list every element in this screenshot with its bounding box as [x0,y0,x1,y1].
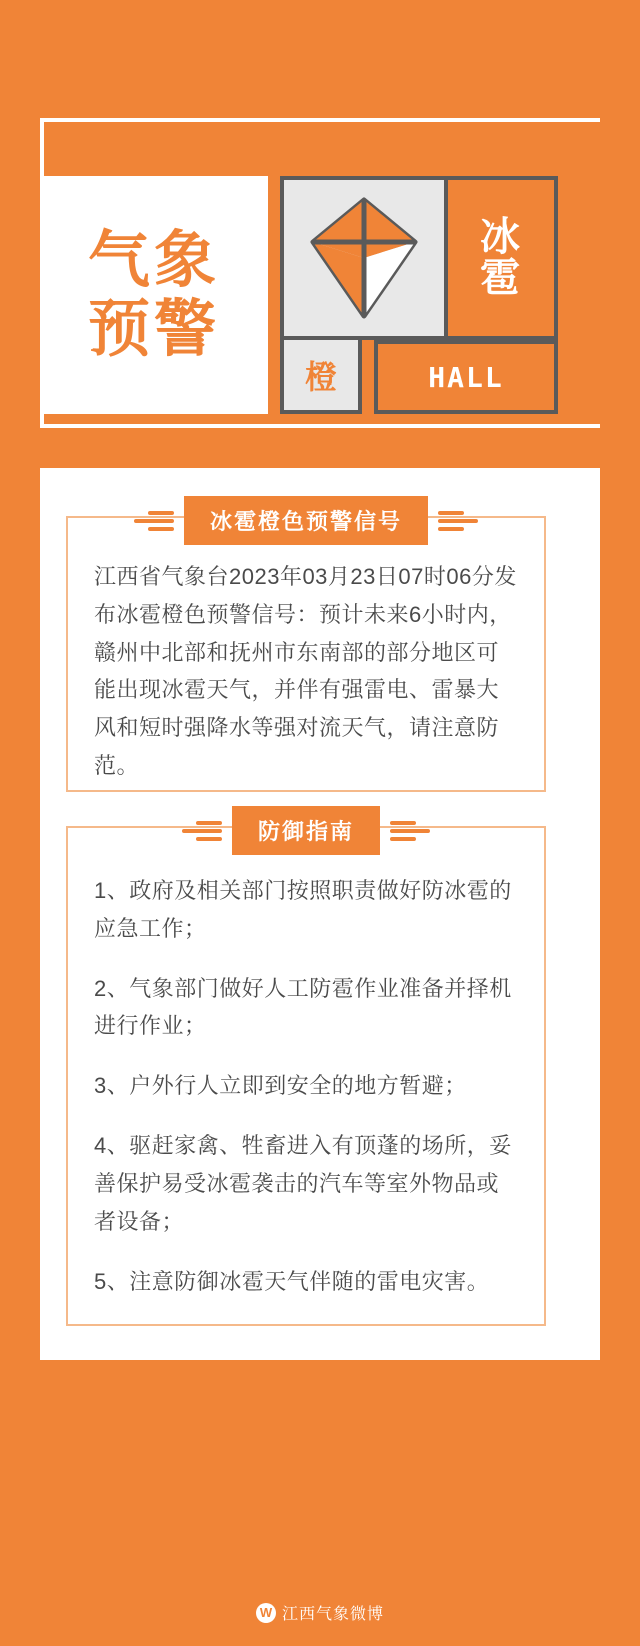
hail-warning-icon [309,196,419,320]
list-item: 4、驱赶家禽、牲畜进入有顶蓬的场所，妥善保护易受冰雹袭击的汽车等室外物品或者设备； [94,1133,512,1234]
hail-label-line1: 冰 [480,215,522,260]
footer [0,1601,640,1624]
weibo-icon: W [256,1603,276,1623]
guide-section-header [182,806,430,855]
footer-source: 江西气象微博 [281,1606,384,1623]
guide-section-title: 防御指南 [232,806,380,855]
warning-sign [280,176,558,414]
english-label [374,340,558,414]
warning-section-header [134,496,478,545]
guide-section [66,819,546,1326]
header-block [40,176,600,414]
warning-text: 江西省气象台2023年03月23日07时06分发布冰雹橙色预警信号：预计未来6小时内，赣州中北部和抚州市东南部的部分地区可能出现冰雹天气，并伴有强雷电、雷暴大风和短时强降水等强对流天气，请注意防范。 [94,564,517,779]
list-item: 5、注意防御冰雹天气伴随的雷电灾害。 [94,1268,490,1294]
dash-decoration-left-icon [134,511,174,531]
guide-list [68,828,544,1318]
list-item: 1、政府及相关部门按照职责做好防冰雹的应急工作； [94,878,512,941]
warning-section-title: 冰雹橙色预警信号 [184,496,428,545]
content-panel [40,468,600,1360]
hail-label-line2: 雹 [480,256,522,300]
dash-decoration-left-icon [182,821,222,841]
list-item: 2、气象部门做好人工防雹作业准备并择机进行作业； [94,975,512,1039]
dash-decoration-right-icon [438,511,478,531]
english-label-text: HALL [428,360,504,394]
poster-title [40,176,268,414]
list-item: 3、户外行人立即到安全的地方暂避； [94,1073,467,1099]
hail-label [448,176,558,340]
hail-icon [280,176,448,340]
poster-title-line1: 气象 [87,225,220,295]
warning-section [66,509,546,792]
poster-title-line2: 预警 [87,295,220,364]
dash-decoration-right-icon [390,821,430,841]
level-label-text: 橙 [304,359,337,395]
level-label [280,340,362,414]
